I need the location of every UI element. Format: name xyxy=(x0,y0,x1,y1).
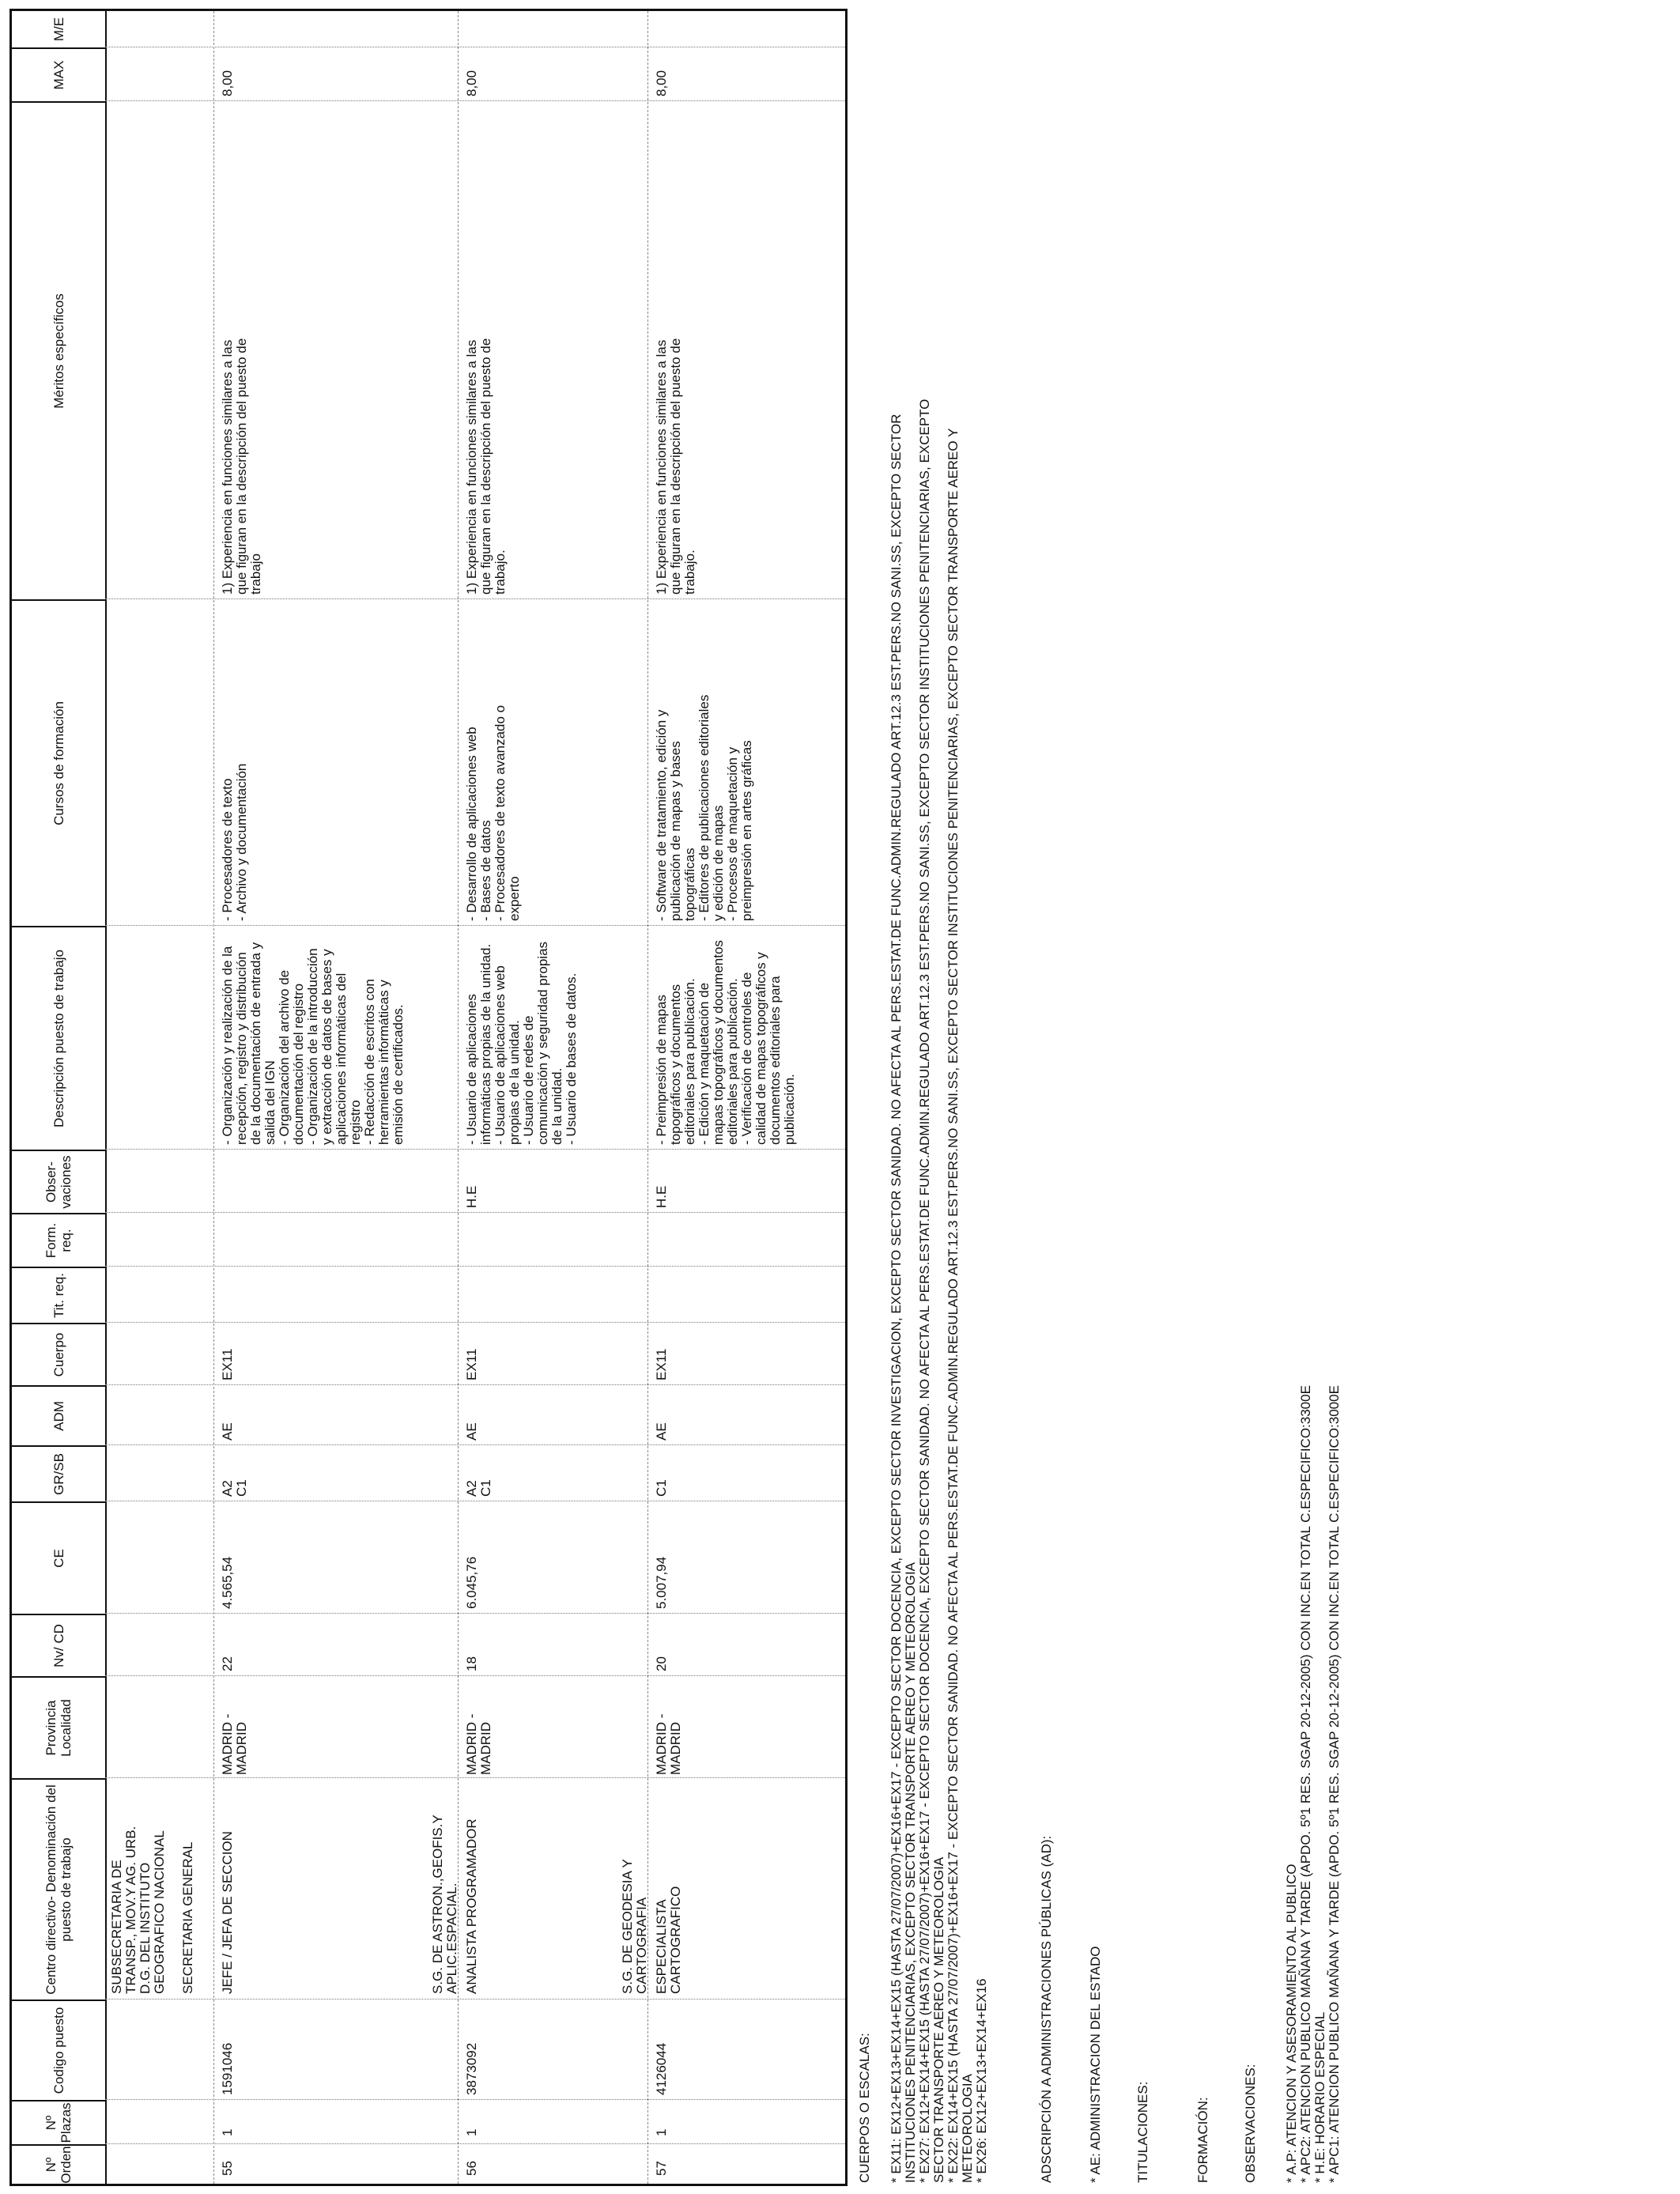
titulaciones-title: TITULACIONES: xyxy=(1135,2081,1150,2183)
column-divider xyxy=(105,1444,845,1445)
header-plazas: Nº Plazas xyxy=(12,2100,105,2144)
table-row-cuerpo: EX11 xyxy=(654,1348,669,1380)
header-centro: Centro directivo- Denominación del puesto de trabajo xyxy=(12,1778,105,2000)
table-row-puesto: ANALISTA PROGRAMADOR xyxy=(464,1818,479,1994)
column-divider xyxy=(105,1322,845,1323)
column-divider xyxy=(105,925,845,926)
table-row-ce: 6.045,76 xyxy=(464,1556,479,1609)
column-divider xyxy=(105,1384,845,1385)
table-row-obs: H.E xyxy=(654,1185,669,1208)
header-grsb: GR/SB xyxy=(12,1445,105,1501)
column-divider xyxy=(105,1675,845,1676)
table-row-provincia: MADRID - MADRID xyxy=(654,1713,683,1775)
job-positions-table xyxy=(9,9,848,2186)
header-codigo: Codigo puesto xyxy=(12,2000,105,2100)
header-max: MAX xyxy=(12,47,105,101)
table-row-orden: 56 xyxy=(464,2161,479,2176)
table-row-meritos: 1) Experiencia en funciones similares a las que figuran en la descripción del puesto de trabajo. xyxy=(464,338,508,595)
formacion-title: FORMACIÓN: xyxy=(1195,2097,1210,2183)
header-cuerpo: Cuerpo xyxy=(12,1323,105,1385)
header-nivel: Nv/ CD xyxy=(12,1614,105,1676)
header-obs: Obser- vaciones xyxy=(12,1150,105,1213)
centro-directivo-header: S.G. DE GEODESIA Y CARTOGRAFIA xyxy=(620,1859,649,1994)
column-divider xyxy=(105,2099,845,2100)
table-row-cursos: - Desarrollo de aplicaciones web - Bases de datos - Procesadores de texto avanzado o experto xyxy=(464,704,522,921)
centro-directivo-header: SUBSECRETARIA DE TRANSP., MOV.Y AG. URB. D.G. DEL INSTITUTO GEOGRAFICO NACIONAL SECRETARIA GENERAL xyxy=(109,1826,195,1994)
table-row-max: 8,00 xyxy=(464,70,479,96)
table-row-ce: 5.007,94 xyxy=(654,1556,669,1609)
column-divider xyxy=(105,1777,845,1778)
row-separator xyxy=(213,11,214,2184)
column-divider xyxy=(105,1266,845,1267)
table-row-nivel: 18 xyxy=(464,1656,479,1671)
table-row-descripcion: - Preimpresión de mapas topográficos y documentos editoriales para publicación. - Edición y maquetación de mapas topográficos y documentos editoriales para publicación. - Verificación de controles de calidad de mapas topográficos y documentos editoriales para publicación. xyxy=(654,940,797,1145)
table-row-puesto: ESPECIALISTA CARTOGRAFICO xyxy=(654,1886,683,1994)
table-row-plazas: 1 xyxy=(654,2128,669,2136)
table-row-cuerpo: EX11 xyxy=(464,1348,479,1380)
table-row-descripcion: - Organización y realización de la recepción, registro y distribución de la documentación de entrada y salida del IGN - Organización del archivo de documentación del registro - Organización de la introducción y extracción de datos de bases y aplicaciones informáticas del registro - Redacción de escritos con herramientas informáticas y emisión de certificados. xyxy=(220,942,406,1145)
table-row-codigo: 1591046 xyxy=(220,2042,235,2095)
header-me: M/E xyxy=(51,17,66,42)
table-row-grsb: A2 C1 xyxy=(464,1479,493,1497)
table-row-nivel: 22 xyxy=(220,1656,235,1671)
header-provincia: Provincia Localidad xyxy=(12,1676,105,1778)
table-row-cuerpo: EX11 xyxy=(220,1348,235,1380)
table-row-max: 8,00 xyxy=(220,70,235,96)
table-row-cursos: - Software de tratamiento, edición y publicación de mapas y bases topográficas - Editores de publicaciones editoriales y edición de mapas - Procesos de maquetación y preimpresión en artes gráficas xyxy=(654,694,754,921)
table-row-descripcion: - Usuario de aplicaciones informáticas propias de la unidad. - Usuario de aplicaciones web propias de la unidad. - Usuario de redes de comunicación y seguridad propias de la unidad. - Usuario de bases de datos. xyxy=(464,941,579,1145)
table-row-orden: 57 xyxy=(654,2161,669,2176)
table-row-plazas: 1 xyxy=(464,2128,479,2136)
table-row-ce: 4.565,54 xyxy=(220,1556,235,1609)
table-row-provincia: MADRID - MADRID xyxy=(220,1713,249,1775)
table-row-obs: H.E xyxy=(464,1185,479,1208)
adscripcion-title: ADSCRIPCIÓN A ADMINISTRACIONES PÚBLICAS (AD): xyxy=(1039,1835,1054,2183)
table-row-meritos: 1) Experiencia en funciones similares a las que figuran en la descripción del puesto de trabajo xyxy=(220,338,263,595)
header-tit: Tit. req. xyxy=(12,1267,105,1323)
column-divider xyxy=(105,1999,845,2000)
header-orden: Nº Orden xyxy=(12,2144,105,2184)
header-adm: ADM xyxy=(12,1385,105,1445)
centro-directivo-header: S.G. DE ASTRON.,GEOFIS.Y APLIC.ESPACIAL. xyxy=(430,1814,459,1994)
table-row-nivel: 20 xyxy=(654,1656,669,1671)
table-row-grsb: C1 xyxy=(654,1479,669,1497)
table-row-cursos: - Procesadores de texto - Archivo y documentación xyxy=(220,763,249,921)
observaciones-text: * A.P: ATENCION Y ASESORAMIENTO AL PUBLICO * APC2: ATENCION PUBLICO MAÑANA Y TARDE (APDO. 5º1 RES. SGAP 20-12-2005) CON INC.EN TOTAL C.ESPECIFICO:3300E * H.E: HORARIO ESPECIAL * APC1: ATENCION PUBLICO MAÑANA Y TARDE (APDO. 5º1 RES. SGAP 20-12-2005) CON INC.EN TOTAL C.ESPECIFICO:3000E xyxy=(1284,1385,1342,2183)
column-divider xyxy=(105,100,845,101)
table-row-grsb: A2 C1 xyxy=(220,1479,249,1497)
header-cursos: Cursos de formación xyxy=(12,599,105,926)
table-row-meritos: 1) Experiencia en funciones similares a las que figuran en la descripción del puesto de trabajo. xyxy=(654,338,697,595)
cuerpos-title: CUERPOS O ESCALAS: xyxy=(857,2033,872,2183)
table-row-orden: 55 xyxy=(220,2161,235,2176)
table-row-adm: AE xyxy=(464,1422,479,1441)
header-form: Form. req. xyxy=(12,1213,105,1267)
header-meritos: Méritos específicos xyxy=(12,101,105,599)
header-descripcion: Descripción puesto de trabajo xyxy=(12,926,105,1150)
column-divider xyxy=(105,1149,845,1150)
table-row-adm: AE xyxy=(654,1422,669,1441)
observaciones-title: OBSERVACIONES: xyxy=(1243,2064,1258,2183)
column-divider xyxy=(105,1613,845,1614)
table-row-adm: AE xyxy=(220,1422,235,1441)
header-ce: CE xyxy=(12,1501,105,1614)
table-row-provincia: MADRID - MADRID xyxy=(464,1713,493,1775)
column-divider xyxy=(105,2143,845,2144)
table-row-max: 8,00 xyxy=(654,70,669,96)
table-row-puesto: JEFE / JEFA DE SECCION xyxy=(220,1831,235,1994)
table-row-plazas: 1 xyxy=(220,2128,235,2136)
adscripcion-text: * AE: ADMINISTRACION DEL ESTADO xyxy=(1088,1946,1103,2183)
table-header xyxy=(12,11,107,2184)
table-row-codigo: 3873092 xyxy=(464,2042,479,2095)
cuerpos-text: * EX11: EX12+EX13+EX14+EX15 (HASTA 27/07/2007)+EX16+EX17 - EXCEPTO SECTOR DOCENCIA, EXCEPTO SECTOR INVESTIGACION, EXCEPTO SECTOR SANIDAD. NO AFECTA AL PERS.ESTAT.DE FUNC.ADMIN.REGULADO ART.12.3 EST.PERS.NO SANI.SS, EXCEPTO SECTOR INSTITUCIONES PENITENCIARIAS, EXCEPTO SECTOR TRANSPORTE AEREO Y METEOROLOGIA * EX27: EX12+EX14+EX15 (HASTA 27/07/2007)+EX16+EX17 - EXCEPTO SECTOR DOCENCIA, EXCEPTO SECTOR SANIDAD. NO AFECTA AL PERS.ESTAT.DE FUNC.ADMIN.REGULADO ART.12.3 EST.PERS.NO SANI.SS, EXCEPTO SECTOR INSTITUCIONES PENITENCIARIAS, EXCEPTO SECTOR TRANSPORTE AEREO Y METEOROLOGIA * EX22: EX14+EX15 (HASTA 27/07/2007)+EX16+EX17 - EXCEPTO SECTOR SANIDAD. NO AFECTA AL PERS.ESTAT.DE FUNC.ADMIN.REGULADO ART.12.3 EST.PERS.NO SANI.SS, EXCEPTO SECTOR INSTITUCIONES PENITENCIARIAS, EXCEPTO SECTOR TRANSPORTE AEREO Y METEOROLOGIA * EX26: EX12+EX13+EX14+EX16 xyxy=(889,398,989,2183)
column-divider xyxy=(105,1212,845,1213)
table-row-codigo: 4126044 xyxy=(654,2042,669,2095)
